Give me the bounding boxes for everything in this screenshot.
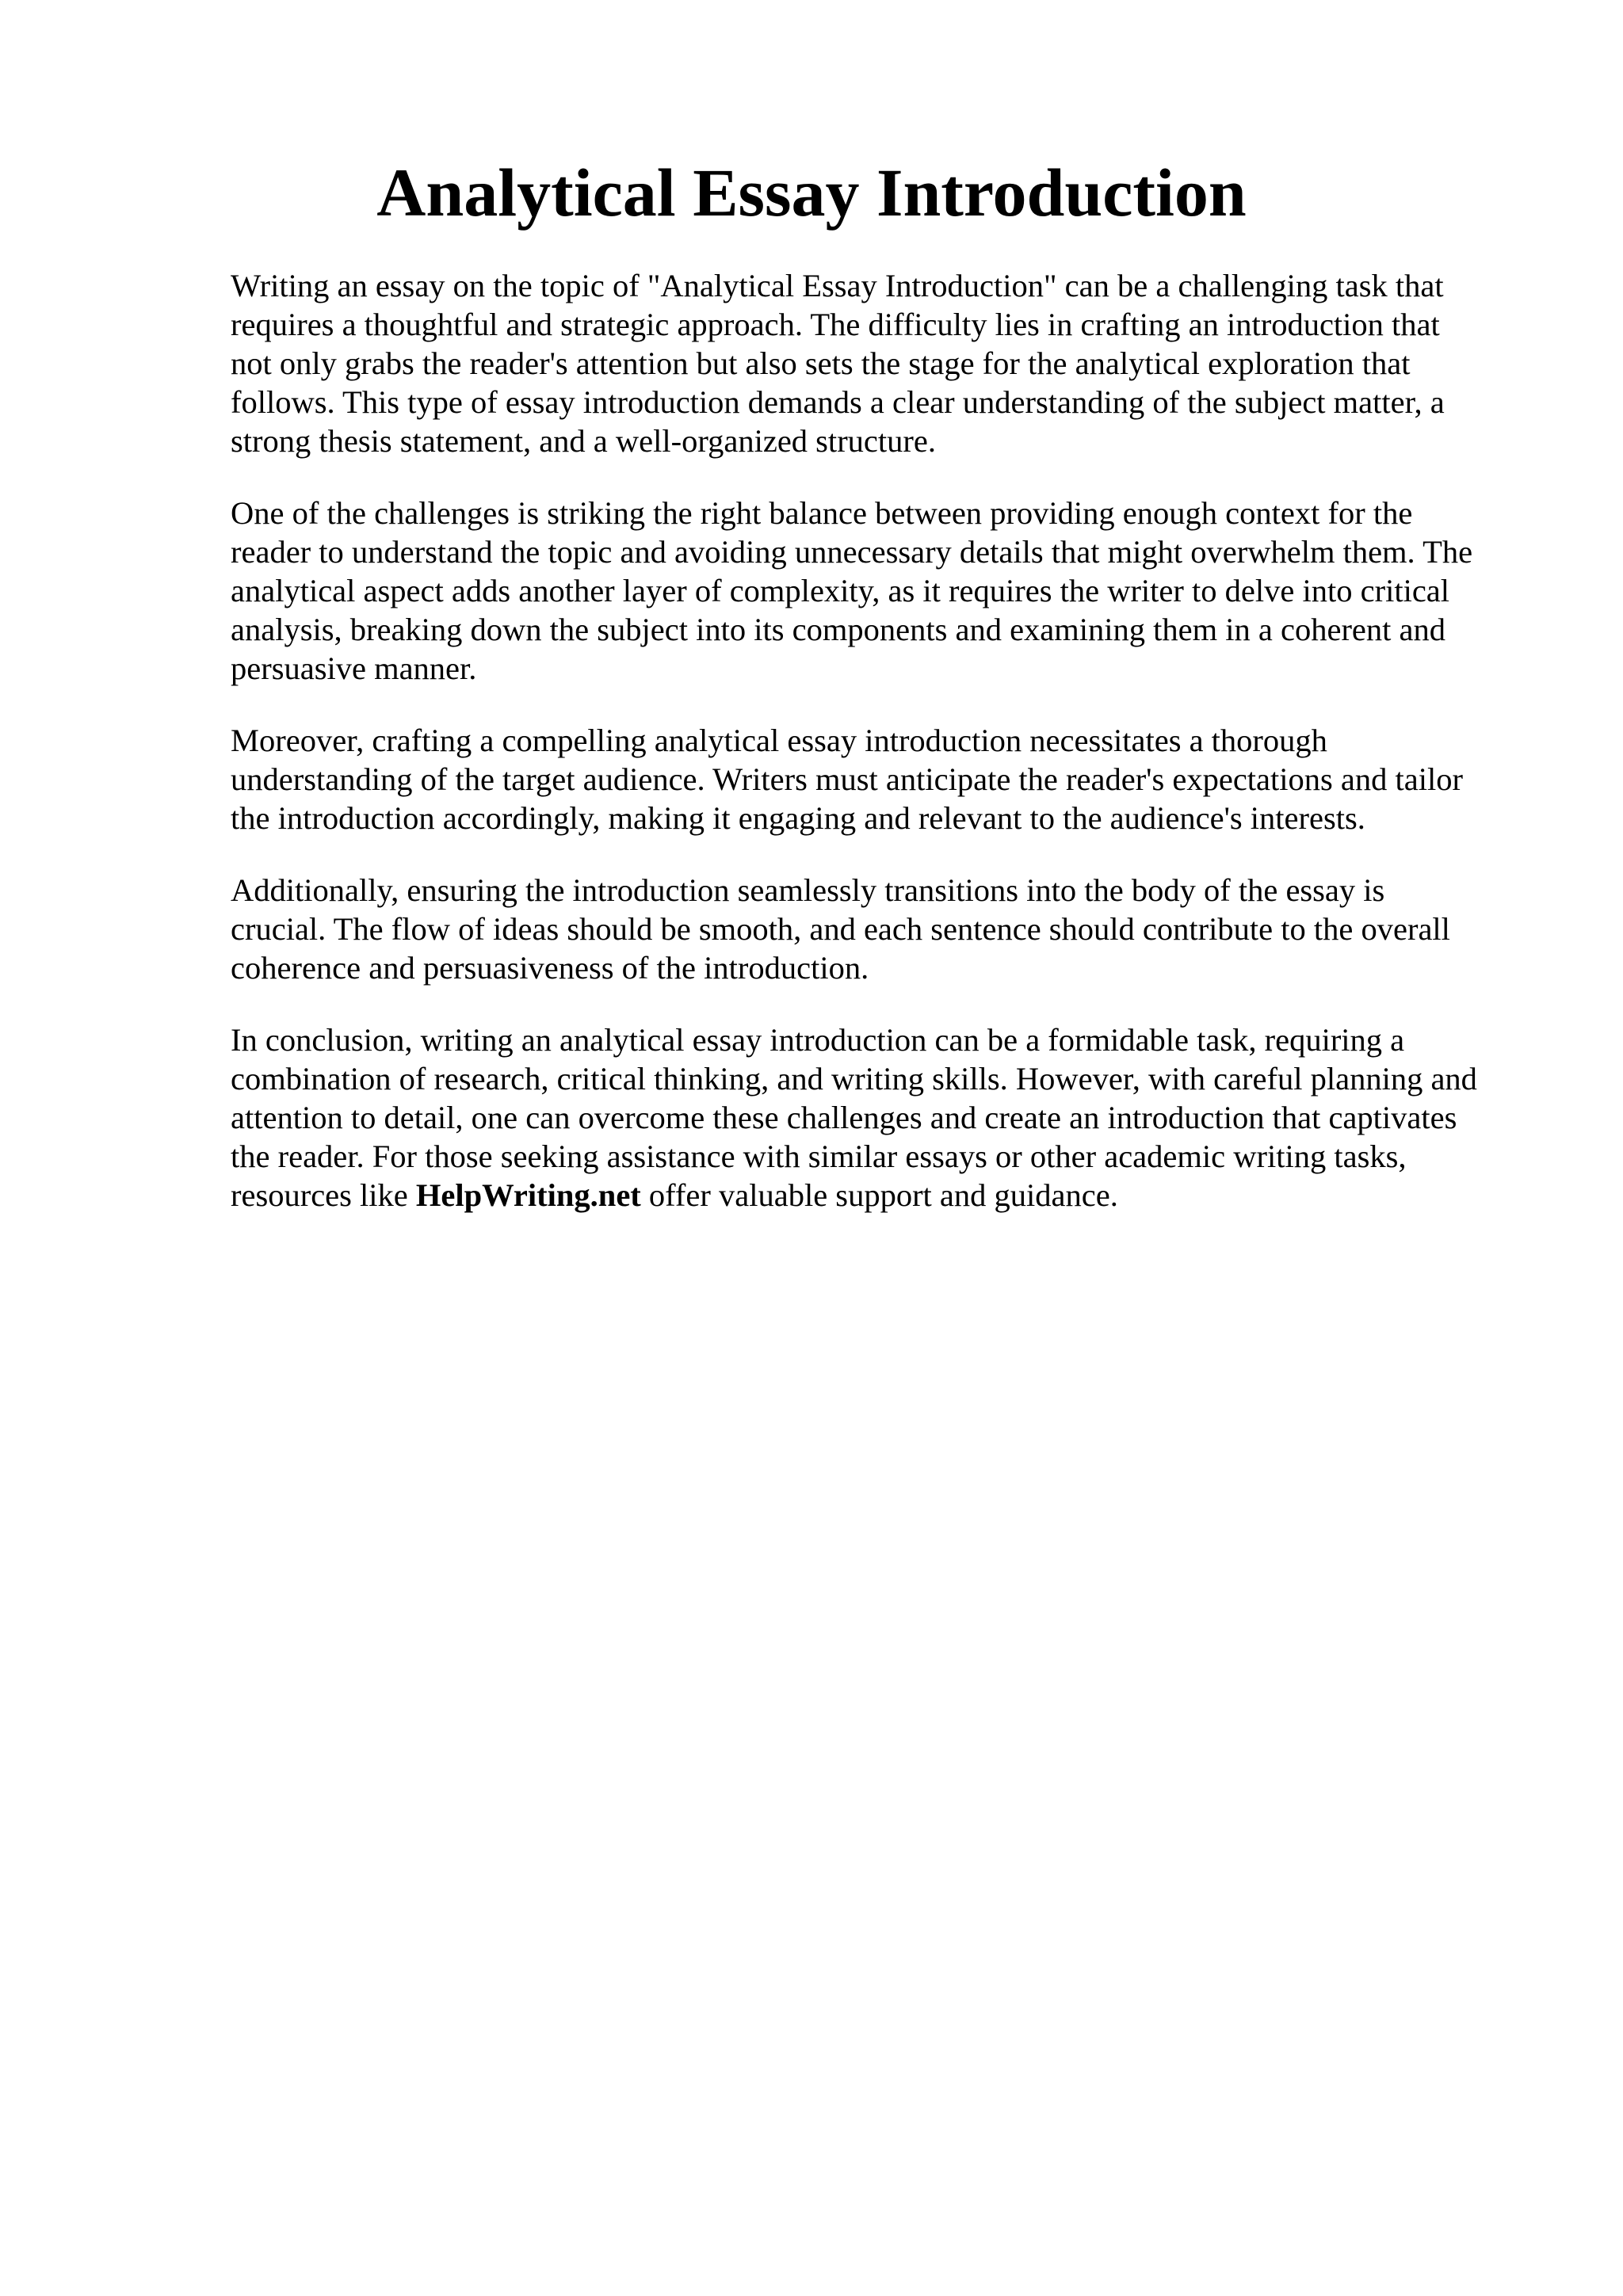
- helpwriting-site-name: HelpWriting.net: [415, 1177, 641, 1213]
- paragraph-line: strong thesis statement, and a well-organized structure.: [231, 423, 936, 459]
- essay-body: [231, 266, 1514, 1248]
- paragraph-4: [231, 871, 1514, 987]
- paragraph-line: analysis, breaking down the subject into its components and examining them in a coherent and: [231, 612, 1446, 647]
- paragraph-last-line: [231, 1176, 1514, 1215]
- paragraph-5: [231, 1020, 1514, 1215]
- paragraph-1: [231, 266, 1514, 460]
- paragraph-line: the introduction accordingly, making it engaging and relevant to the audience's interests.: [231, 800, 1365, 836]
- paragraph-line: Additionally, ensuring the introduction seamlessly transitions into the body of the essay is: [231, 872, 1385, 908]
- paragraph-line: attention to detail, one can overcome these challenges and create an introduction that captivates: [231, 1100, 1457, 1135]
- paragraph-line: analytical aspect adds another layer of complexity, as it requires the writer to delve into critical: [231, 573, 1450, 608]
- paragraph-line: requires a thoughtful and strategic approach. The difficulty lies in crafting an introduction that: [231, 307, 1440, 342]
- paragraph-line: Moreover, crafting a compelling analytical essay introduction necessitates a thorough: [231, 723, 1327, 758]
- text-after-link: offer valuable support and guidance.: [640, 1177, 1118, 1213]
- paragraph-line: follows. This type of essay introduction demands a clear understanding of the subject matter, a: [231, 384, 1445, 420]
- text-before-link: resources like: [231, 1177, 416, 1213]
- paragraph-line: persuasive manner.: [231, 650, 477, 686]
- paragraph-line: Writing an essay on the topic of "Analytical Essay Introduction" can be a challenging task that: [231, 268, 1444, 303]
- paragraph-line: understanding of the target audience. Writers must anticipate the reader's expectations and tailor: [231, 761, 1463, 797]
- paragraph-2: [231, 494, 1514, 688]
- paragraph-line: the reader. For those seeking assistance with similar essays or other academic writing tasks,: [231, 1138, 1407, 1174]
- paragraph-line: crucial. The flow of ideas should be smooth, and each sentence should contribute to the overall: [231, 911, 1450, 947]
- paragraph-line: reader to understand the topic and avoiding unnecessary details that might overwhelm them. The: [231, 534, 1473, 570]
- paragraph-line: not only grabs the reader's attention but also sets the stage for the analytical exploration that: [231, 345, 1411, 381]
- paragraph-line: In conclusion, writing an analytical essay introduction can be a formidable task, requiring a: [231, 1022, 1405, 1058]
- paragraph-line: One of the challenges is striking the right balance between providing enough context for the: [231, 495, 1413, 531]
- page-title: Analytical Essay Introduction: [376, 154, 1247, 231]
- paragraph-line: coherence and persuasiveness of the introduction.: [231, 950, 869, 986]
- paragraph-3: [231, 721, 1514, 837]
- paragraph-line: combination of research, critical thinking, and writing skills. However, with careful planning and: [231, 1061, 1477, 1097]
